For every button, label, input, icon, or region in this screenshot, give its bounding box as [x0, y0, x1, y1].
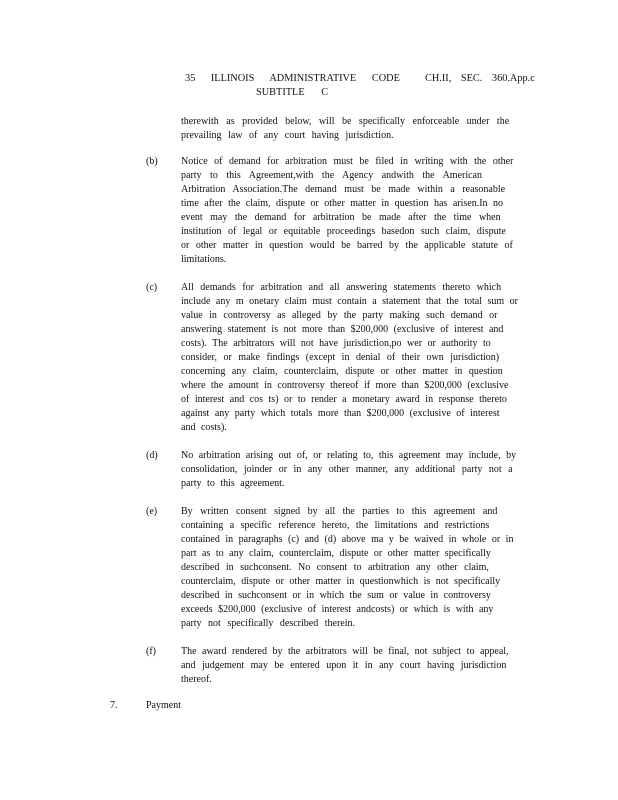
- paragraph-line: containing a specific reference hereto, the limitations and restrictions: [181, 520, 490, 531]
- paragraph-line: event may the demand for arbitration be made after the time when: [181, 212, 501, 223]
- section-label-d: (d): [146, 450, 158, 461]
- section-c-paragraph: [181, 281, 537, 435]
- section-d-paragraph: [181, 449, 537, 491]
- code-title: 35 ILLINOIS ADMINISTRATIVE CODE: [185, 73, 400, 84]
- paragraph-line: party to this Agreement,with the Agency andwith the American: [181, 170, 482, 181]
- paragraph-line: Arbitration Association.The demand must be made within a reasonable: [181, 184, 506, 195]
- section-label-f: (f): [146, 646, 156, 657]
- item-heading-payment: Payment: [146, 700, 181, 711]
- paragraph-line: and judgement may be entered upon it in any court having jurisdiction: [181, 660, 507, 671]
- paragraph-line: where the amount in controversy thereof if more than $200,000 (exclusive: [181, 380, 509, 391]
- paragraph-line: contained in paragraphs (c) and (d) above ma y be waived in whole or in: [181, 534, 514, 545]
- paragraph-line: Notice of demand for arbitration must be filed in writing with the other: [181, 156, 514, 167]
- paragraph-line: institution of legal or equitable proceedings basedon such claim, dispute: [181, 226, 506, 237]
- paragraph-line: part as to any claim, counterclaim, dispute or other matter specifically: [181, 548, 491, 559]
- paragraph-line: prevailing law of any court having jurisdiction.: [181, 130, 394, 141]
- paragraph-line: concerning any claim, counterclaim, dispute or other matter in question: [181, 366, 503, 377]
- section-label-e: (e): [146, 506, 158, 517]
- section-b-paragraph: [181, 155, 537, 267]
- paragraph-line: of interest and cos ts) or to render a monetary award in response thereto: [181, 394, 507, 405]
- paragraph-line: consolidation, joinder or in any other manner, any additional party not a: [181, 464, 513, 475]
- paragraph-line: therewith as provided below, will be specifically enforceable under the: [181, 116, 510, 127]
- paragraph-line: party to this agreement.: [181, 478, 285, 489]
- paragraph-line: consider, or make findings (except in denial of their own jurisdiction): [181, 352, 500, 363]
- paragraph-line: described in suchconsent. No consent to arbitration any other claim,: [181, 562, 489, 573]
- section-f-paragraph: [181, 645, 537, 687]
- paragraph-line: thereof.: [181, 674, 212, 685]
- paragraph-line: answering statement is not more than $200,000 (exclusive of interest and: [181, 324, 504, 335]
- paragraph-line: or other matter in question would be barred by the applicable statute of: [181, 240, 513, 251]
- paragraph-line: By written consent signed by all the parties to this agreement and: [181, 506, 498, 517]
- continuation-paragraph: [181, 115, 537, 143]
- section-label-c: (c): [146, 282, 158, 293]
- paragraph-line: and costs).: [181, 422, 227, 433]
- chapter-section: CH.II, SEC. 360.App.c: [425, 73, 535, 84]
- subtitle: SUBTITLE C: [256, 87, 329, 98]
- item-number: 7.: [110, 700, 118, 711]
- paragraph-line: The award rendered by the arbitrators will be final, not subject to appeal,: [181, 646, 509, 657]
- paragraph-line: All demands for arbitration and all answering statements thereto which: [181, 282, 502, 293]
- paragraph-line: costs). The arbitrators will not have jurisdiction,po wer or authority to: [181, 338, 491, 349]
- paragraph-line: described in suchconsent or in which the sum or value in controversy: [181, 590, 491, 601]
- paragraph-line: value in controversy as alleged by the party making such demand or: [181, 310, 498, 321]
- section-label-b: (b): [146, 156, 158, 167]
- paragraph-line: time after the claim, dispute or other matter in question has arisen.In no: [181, 198, 504, 209]
- paragraph-line: party not specifically described therein.: [181, 618, 355, 629]
- paragraph-line: include any m onetary claim must contain a statement that the total sum or: [181, 296, 518, 307]
- paragraph-line: counterclaim, dispute or other matter in questionwhich is not specifically: [181, 576, 501, 587]
- paragraph-line: against any party which totals more than $200,000 (exclusive of interest: [181, 408, 500, 419]
- paragraph-line: No arbitration arising out of, or relating to, this agreement may include, by: [181, 450, 517, 461]
- section-e-paragraph: [181, 505, 537, 631]
- paragraph-line: exceeds $200,000 (exclusive of interest andcosts) or which is with any: [181, 604, 494, 615]
- paragraph-line: limitations.: [181, 254, 227, 265]
